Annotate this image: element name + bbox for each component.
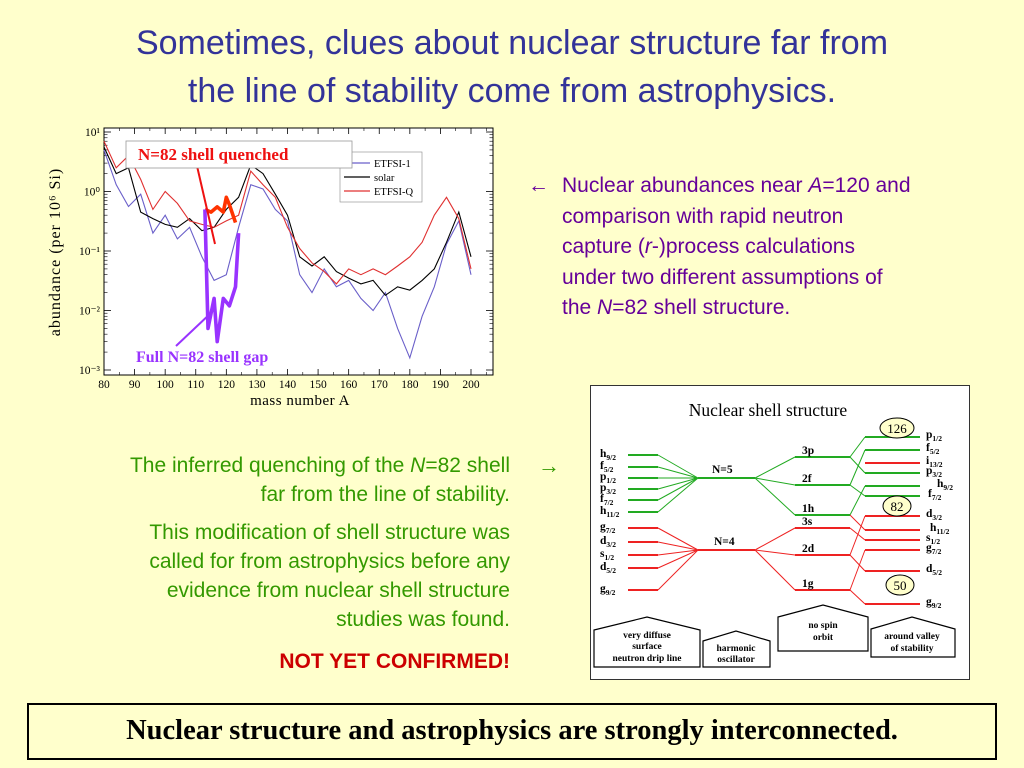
x-tick-label: 90 — [128, 379, 141, 391]
orbital-j: 7/2 — [931, 547, 942, 556]
orbital-letter: p — [600, 482, 607, 494]
orbital-j: 3/2 — [606, 540, 616, 549]
y-axis-label: abundance (per 10⁶ Si) — [47, 167, 64, 337]
orbital-letter: g — [600, 521, 606, 533]
shell-structure-diagram — [590, 385, 970, 680]
orbital-letter: p — [600, 471, 607, 483]
orbital-letter: d — [926, 563, 933, 575]
orbital-j: 13/2 — [929, 460, 943, 469]
x-tick-label: 120 — [217, 379, 235, 391]
orbital-j: 5/2 — [603, 465, 614, 474]
x-tick-label: 80 — [98, 379, 110, 391]
legend-label: solar — [374, 173, 395, 184]
explanation-line — [10, 605, 510, 634]
condition-label: around valley — [884, 632, 940, 642]
diagram-title: Nuclear shell structure — [688, 400, 848, 420]
condition-label: surface — [632, 642, 662, 652]
explanation-line — [10, 547, 510, 576]
explanation-paragraph — [10, 451, 510, 509]
orbital-j: 7/2 — [603, 498, 614, 507]
magic-number-label: 50 — [893, 578, 907, 593]
condition-label: neutron drip line — [612, 654, 682, 664]
mid-level-label: 1g — [802, 578, 814, 590]
x-axis-label: mass number A — [250, 393, 350, 409]
magic-number-label: 126 — [887, 421, 907, 436]
orbital-letter: h — [937, 478, 944, 490]
abundance-chart — [30, 120, 505, 415]
y-tick-label: 10¹ — [85, 127, 100, 139]
orbital-j: 11/2 — [606, 510, 620, 519]
text-segment: under two different assumptions of — [562, 265, 883, 289]
text-segment: evidence from nuclear shell structure — [166, 579, 510, 602]
orbital-letter: d — [600, 535, 607, 547]
magic-number-label: 82 — [890, 499, 904, 514]
x-tick-label: 110 — [187, 379, 205, 391]
text-segment: N — [410, 454, 426, 477]
orbital-j: 9/2 — [931, 601, 942, 610]
x-tick-label: 140 — [278, 379, 297, 391]
orbital-letter: i — [926, 455, 930, 467]
orbital-letter: s — [600, 548, 605, 560]
text-segment: Nuclear abundances near — [562, 174, 809, 197]
mid-level-label: 1h — [802, 503, 815, 515]
description-line — [528, 171, 1008, 202]
arrow-right-icon: → — [538, 453, 560, 478]
shell-label: N=4 — [714, 536, 735, 548]
orbital-j: 3/2 — [932, 470, 942, 479]
text-segment: called for from astrophysics before any — [149, 550, 510, 573]
orbital-letter: f — [928, 488, 932, 500]
orbital-letter: g — [926, 542, 932, 554]
text-segment: The inferred quenching of the — [129, 454, 411, 477]
orbital-letter: d — [926, 508, 933, 520]
abundance-description — [528, 171, 1008, 324]
orbital-letter: g — [926, 596, 932, 608]
explanation-line — [10, 576, 510, 605]
shell-label: N=5 — [712, 464, 733, 476]
y-tick-label: 10⁻¹ — [78, 246, 100, 258]
text-segment: =82 shell structure. — [612, 296, 791, 319]
x-tick-label: 170 — [370, 379, 388, 391]
text-segment: capture ( — [562, 235, 645, 258]
orbital-letter: d — [600, 561, 607, 573]
orbital-letter: f — [600, 460, 604, 472]
description-line — [528, 263, 1008, 294]
text-segment: =120 and — [822, 174, 911, 197]
orbital-letter: s — [926, 532, 931, 544]
description-line — [528, 293, 1008, 324]
arrow-left-icon: ← — [528, 174, 549, 197]
mid-level-label: 3p — [802, 445, 815, 457]
orbital-j: 5/2 — [932, 568, 942, 577]
text-segment: far from the line of stability. — [260, 483, 510, 506]
explanation-line — [10, 480, 510, 509]
annotation-label: N=82 shell quenched — [138, 145, 289, 164]
y-tick-label: 10⁰ — [83, 186, 100, 199]
orbital-j: 9/2 — [943, 483, 953, 492]
explanation-line — [10, 518, 510, 547]
orbital-j: 1/2 — [604, 553, 615, 562]
title-line: Sometimes, clues about nuclear structure far from — [135, 24, 889, 62]
orbital-letter: g — [600, 583, 606, 595]
orbital-j: 11/2 — [936, 527, 950, 536]
orbital-letter: f — [926, 442, 930, 454]
x-tick-label: 160 — [340, 379, 358, 391]
y-tick-label: 10⁻² — [78, 305, 100, 318]
x-tick-label: 190 — [431, 379, 450, 391]
orbital-j: 5/2 — [606, 566, 616, 575]
not-confirmed-warning: NOT YET CONFIRMED! — [279, 650, 510, 673]
orbital-j: 7/2 — [605, 526, 616, 535]
condition-label: oscillator — [717, 655, 755, 665]
x-tick-label: 130 — [248, 379, 266, 391]
mid-level-label: 2f — [802, 473, 812, 485]
orbital-j: 3/2 — [606, 487, 616, 496]
orbital-j: 5/2 — [929, 447, 940, 456]
conclusion-banner: Nuclear structure and astrophysics are strongly interconnected. — [27, 703, 997, 760]
text-segment: This modification of shell structure was — [149, 521, 510, 544]
text-segment: A — [808, 174, 823, 197]
mid-level-label: 3s — [802, 516, 813, 528]
text-segment: -)process calculations — [651, 235, 855, 258]
text-segment: =82 shell — [425, 454, 510, 477]
x-tick-label: 150 — [309, 379, 327, 391]
orbital-j: 7/2 — [931, 493, 942, 502]
orbital-letter: p — [926, 429, 933, 441]
description-line — [528, 232, 1008, 263]
orbital-j: 1/2 — [932, 434, 942, 443]
title-line: the line of stability come from astrophysics. — [187, 72, 837, 110]
x-tick-label: 180 — [401, 379, 419, 391]
description-line — [528, 202, 1008, 233]
orbital-letter: p — [926, 465, 933, 477]
x-tick-label: 200 — [462, 379, 480, 391]
orbital-j: 1/2 — [606, 476, 616, 485]
orbital-letter: h — [600, 505, 607, 517]
orbital-j: 9/2 — [606, 453, 616, 462]
mid-level-label: 2d — [802, 543, 815, 555]
text-segment: r — [644, 235, 652, 258]
orbital-letter: h — [930, 522, 937, 534]
x-tick-label: 100 — [156, 379, 174, 391]
text-segment: the — [562, 296, 598, 319]
annotation-label: Full N=82 shell gap — [136, 349, 269, 366]
y-tick-label: 10⁻³ — [78, 365, 100, 377]
text-segment: studies was found. — [336, 608, 510, 631]
orbital-letter: h — [600, 448, 607, 460]
explanation-line — [10, 451, 510, 480]
condition-label: very diffuse — [623, 631, 671, 641]
text-segment: comparison with rapid neutron — [562, 204, 844, 228]
text-segment: N — [597, 296, 613, 319]
condition-label: harmonic — [716, 644, 756, 654]
legend-label: ETFSI-Q — [374, 187, 414, 198]
orbital-j: 9/2 — [605, 588, 616, 597]
condition-label: of stability — [890, 644, 934, 654]
legend-label: ETFSI-1 — [374, 159, 411, 170]
condition-label: no spin — [808, 621, 838, 631]
explanation-paragraph — [10, 518, 510, 634]
orbital-j: 3/2 — [932, 513, 942, 522]
orbital-letter: f — [600, 493, 604, 505]
orbital-j: 1/2 — [930, 537, 941, 546]
slide-title — [0, 19, 1024, 115]
condition-label: orbit — [812, 633, 834, 643]
quenching-explanation — [10, 451, 510, 676]
